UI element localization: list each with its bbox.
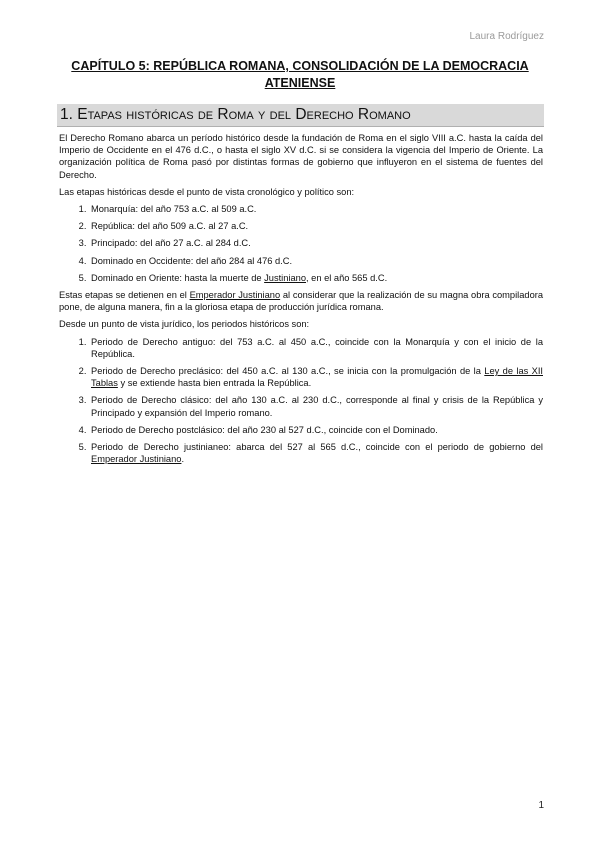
item-text: , en el año 565 d.C.	[306, 272, 388, 283]
emperador-justiniano-link[interactable]: Emperador Justiniano	[189, 290, 281, 301]
paragraph-text: Estas etapas se detienen en el	[59, 290, 190, 301]
item-text: .	[181, 454, 185, 465]
list-item: 1. Monarquía: del año 753 a.C. al 509 a.C.	[89, 203, 543, 215]
ley-xii-tablas-link[interactable]: Ley de las XII Tablas	[91, 366, 543, 389]
page-number: 1	[538, 800, 544, 811]
item-text: y se extiende hasta bien entrada la República.	[117, 378, 312, 389]
item-text: Periodo de Derecho justinianeo: abarca del 527 al 565 d.C., coincide con el periodo de gobierno del	[91, 442, 543, 453]
periods-list	[59, 336, 543, 466]
item-text: Dominado en Oriente: hasta la muerte de	[91, 272, 265, 283]
justinian-paragraph	[59, 289, 543, 313]
list-item	[89, 272, 543, 284]
list-item: 2. República: del año 509 a.C. al 27 a.C.	[89, 220, 543, 232]
author-name: Laura Rodríguez	[469, 31, 544, 42]
document-body	[59, 132, 543, 470]
list-item: 3. Periodo de Derecho clásico: del año 130 a.C. al 230 d.C., corresponde al final y crisis de la República y Principado y expansión del Imperio romano.	[89, 394, 543, 418]
list-item: 1. Periodo de Derecho antiguo: del 753 a.C. al 450 a.C., coincide con la Monarquía y con el inicio de la República.	[89, 336, 543, 360]
stages-lead: Las etapas históricas desde el punto de vista cronológico y político son:	[59, 186, 355, 197]
list-item: 3. Principado: del año 27 a.C. al 284 d.C.	[89, 237, 543, 249]
item-text: Periodo de Derecho preclásico: del 450 a.C. al 130 a.C., se inicia con la promulgación de la	[91, 366, 485, 377]
list-item	[89, 441, 543, 465]
stages-list	[59, 203, 543, 284]
periods-lead: Desde un punto de vista jurídico, los periodos históricos son:	[59, 319, 310, 330]
list-item: 4. Periodo de Derecho postclásico: del año 230 al 527 d.C., coincide con el Dominado.	[89, 424, 543, 436]
intro-paragraph: El Derecho Romano abarca un período histórico desde la fundación de Roma en el siglo VIII a.C. hasta la caída del Imperio de Occidente en el 476 d.C., o hasta el siglo XV d.C. si se considera la vigencia del Imperio de Oriente. La organización política de Roma pasó por distintas formas de gobierno que influyeron en el sistema de fuentes del Derecho.	[59, 133, 543, 180]
list-item: 4. Dominado en Occidente: del año 284 al 476 d.C.	[89, 255, 543, 267]
section-heading-bar	[57, 104, 544, 127]
section-title: 1. Etapas históricas de Roma y del Derecho Romano	[60, 106, 411, 123]
justiniano-link[interactable]: Justiniano	[264, 272, 306, 283]
list-item	[89, 365, 543, 389]
emperador-justiniano-link[interactable]: Emperador Justiniano	[91, 454, 182, 465]
paragraph-text: al considerar que la realización de su magna obra compiladora pone, de alguna manera, fin a la gloriosa etapa de producción jurídica romana.	[59, 290, 544, 313]
chapter-title: CAPÍTULO 5: REPÚBLICA ROMANA, CONSOLIDACIÓN DE LA DEMOCRACIA ATENIENSE	[71, 59, 529, 90]
